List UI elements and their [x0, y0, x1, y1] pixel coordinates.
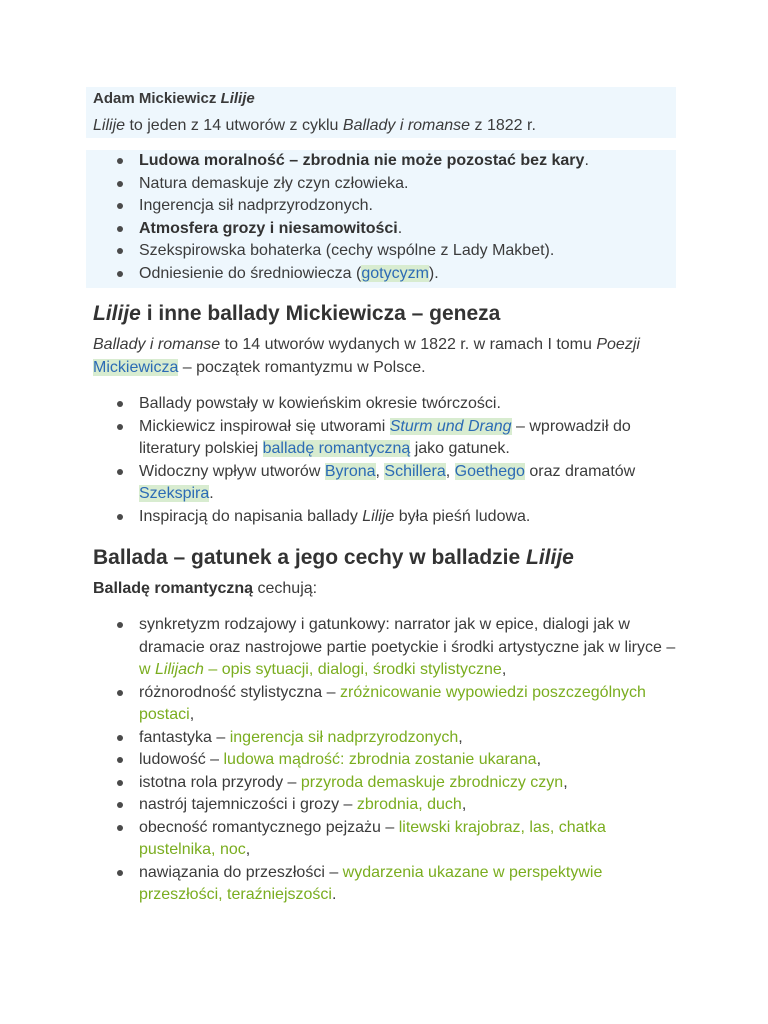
list-item: [0, 614, 768, 682]
p-bold: Balladę romantyczną: [93, 580, 254, 597]
item-italic: Lilije: [362, 507, 395, 525]
heading-italic: Lilije: [93, 302, 141, 325]
list-item: [0, 772, 768, 795]
item-end: ,: [536, 751, 542, 768]
genesis-section: [0, 300, 768, 528]
item-text: Odniesienie do średniowiecza (: [139, 264, 362, 282]
link-schillera[interactable]: Schillera: [384, 462, 446, 480]
item-end: ,: [461, 796, 467, 813]
list-item: [0, 862, 768, 907]
list-item: [86, 150, 676, 173]
link-szekspira[interactable]: Szekspira: [139, 485, 210, 502]
link-text: Sturm und Drang: [389, 417, 512, 435]
separator: ,: [375, 462, 385, 480]
p-italic: Poezji: [596, 336, 640, 353]
item-end: ,: [501, 661, 507, 678]
item-text: Natura demaskuje zły czyn człowieka.: [139, 174, 409, 192]
link-goethego[interactable]: Goethego: [454, 462, 525, 480]
list-item: [0, 461, 768, 506]
item-text: Ingerencja sił nadprzyrodzonych.: [139, 197, 373, 214]
green-text: zróżnicowanie wypowiedzi poszczególnych postaci: [139, 683, 646, 723]
item-text: oraz dramatów: [524, 462, 636, 480]
item-bold: Ludowa moralność – zbrodnia nie może pozostać bez kary: [139, 152, 585, 169]
link-ballada-romantyczna[interactable]: balladę romantyczną: [262, 440, 411, 457]
list-item: [86, 263, 676, 286]
item-text: nastrój tajemniczości i grozy –: [139, 796, 357, 813]
item-bold: Atmosfera grozy i niesamowitości: [139, 219, 398, 237]
list-item: [86, 173, 676, 196]
item-end: ,: [458, 728, 463, 746]
list-item: [0, 817, 768, 862]
desc-mid: to jeden z 14 utworów z cyklu: [125, 117, 343, 134]
link-sturm-und-drang[interactable]: [390, 418, 512, 435]
heading-italic: Lilije: [526, 546, 574, 569]
green-text: ludowa mądrość: zbrodnia zostanie ukarana: [223, 751, 537, 768]
item-text: – wprowadził do literatury polskiej: [139, 417, 631, 457]
item-text: fantastyka –: [139, 728, 230, 746]
desc-work: Lilije: [93, 117, 126, 134]
item-text: obecność romantycznego pejzażu –: [139, 818, 399, 836]
genesis-paragraph: [0, 333, 768, 379]
link-mickiewicza[interactable]: Mickiewicza: [93, 359, 179, 376]
p-text: – początek romantyzmu w Polsce.: [178, 359, 426, 376]
list-item: [0, 794, 768, 817]
features-list: [86, 150, 676, 285]
list-item: [0, 506, 768, 529]
item-end: ).: [428, 264, 439, 282]
ballad-paragraph: [0, 577, 768, 600]
green-italic: Lilijach: [155, 661, 204, 678]
list-item: [86, 240, 676, 263]
genesis-heading: [0, 300, 768, 328]
p-italic: Ballady i romanse: [93, 336, 221, 353]
heading-text: Ballada – gatunek a jego cechy w balladzie: [93, 546, 526, 569]
list-item: [86, 195, 676, 218]
list-item: [0, 416, 768, 461]
genesis-list: [0, 393, 768, 528]
ballad-list: [0, 614, 768, 907]
item-text: ludowość –: [139, 751, 224, 768]
item-end: jako gatunek.: [410, 440, 510, 457]
author-name: Adam Mickiewicz: [93, 90, 217, 107]
link-gotycyzm[interactable]: gotycyzm: [361, 264, 429, 282]
item-end: .: [584, 152, 589, 169]
green-text: wydarzenia ukazane w perspektywie przeszłości, teraźniejszości: [139, 863, 603, 903]
desc-cycle: Ballady i romanse: [342, 117, 471, 134]
work-title: Lilije: [220, 90, 255, 107]
item-text: różnorodność stylistyczna –: [139, 683, 340, 701]
list-item: [0, 393, 768, 416]
link-byrona[interactable]: Byrona: [324, 462, 376, 480]
item-end: .: [331, 886, 337, 903]
item-text: Inspiracją do napisania ballady: [139, 507, 363, 525]
list-item: [86, 218, 676, 241]
item-end: ,: [563, 773, 568, 791]
item-end: była pieśń ludowa.: [394, 507, 531, 525]
green-text: przyroda demaskuje zbrodniczy czyn: [300, 773, 564, 791]
intro-title: [93, 87, 669, 110]
p-text: to 14 utworów wydanych w 1822 r. w ramach I tomu: [220, 336, 597, 353]
item-end: .: [397, 219, 403, 237]
desc-end: z 1822 r.: [470, 117, 536, 134]
p-text: cechują:: [253, 580, 318, 597]
list-item: [0, 682, 768, 727]
list-item: [0, 749, 768, 772]
item-end: ,: [245, 841, 251, 858]
green-text: – opis sytuacji, dialogi, środki stylistyczne: [203, 661, 502, 678]
item-text: istotna rola przyrody –: [139, 773, 301, 791]
item-text: Widoczny wpływ utworów: [139, 462, 325, 480]
item-end: .: [209, 485, 214, 502]
item-text: synkretyzm rodzajowy i gatunkowy: narrator jak w epice, dialogi jak w dramacie oraz nastrojowe partie poetyckie i środki artystyczne jak w liryce –: [139, 616, 676, 656]
item-text: Ballady powstały w kowieńskim okresie twórczości.: [139, 395, 501, 412]
heading-rest: i inne ballady Mickiewicza – geneza: [140, 302, 501, 325]
ballad-section: [0, 544, 768, 907]
green-text: litewski krajobraz, las, chatka pustelnika, noc: [139, 818, 606, 858]
item-text: Szekspirowska bohaterka (cechy wspólne z Lady Makbet).: [139, 242, 555, 259]
separator: ,: [445, 462, 455, 480]
green-text: zbrodnia, duch: [356, 796, 462, 813]
green-text: w: [139, 661, 155, 678]
ballad-heading: [0, 544, 768, 572]
item-end: ,: [189, 706, 195, 723]
intro-box: [86, 87, 676, 138]
item-text: nawiązania do przeszłości –: [139, 863, 343, 881]
green-text: ingerencja sił nadprzyrodzonych: [229, 728, 459, 746]
intro-description: [93, 114, 669, 137]
list-item: [0, 727, 768, 750]
item-text: Mickiewicz inspirował się utworami: [139, 417, 390, 435]
features-box: [86, 150, 676, 288]
